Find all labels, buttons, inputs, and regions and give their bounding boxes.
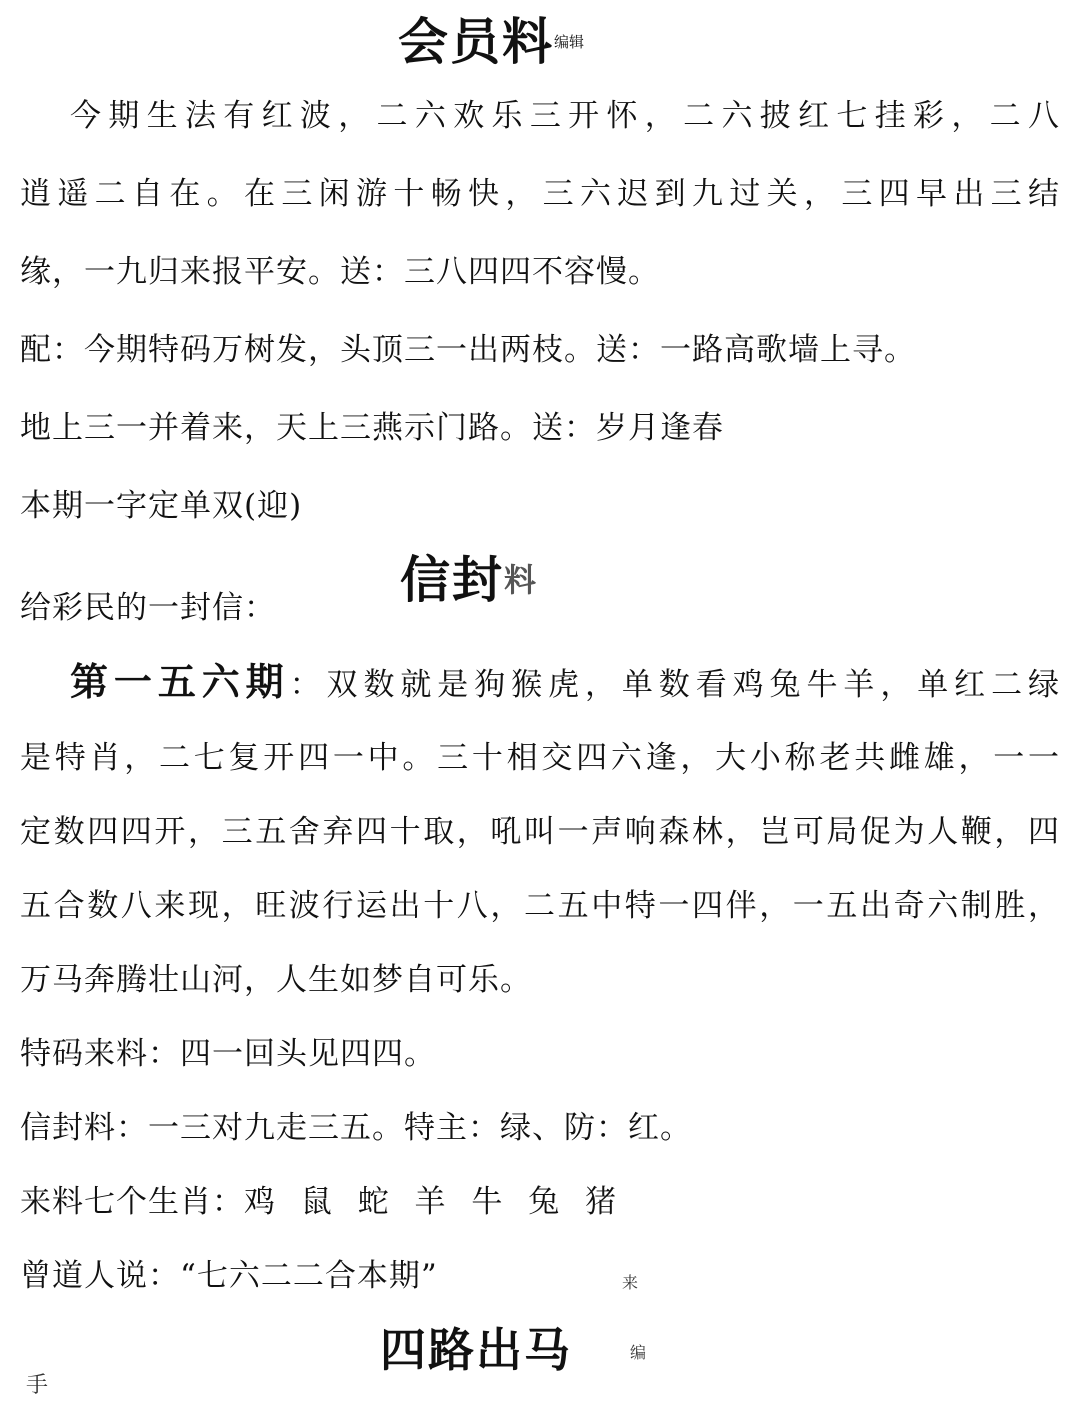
scan-mark-right-2: 编 bbox=[630, 1343, 647, 1362]
section1-line-3: 缘，一九归来报平安。送：三八四四不容慢。 bbox=[20, 254, 660, 290]
section2-line-2: 是特肖，二七复开四一中。三十相交四六逢，大小称老共雌雄，一一 bbox=[20, 740, 1060, 776]
section2-title-text: 信封 bbox=[400, 550, 504, 609]
section1-title-mark: 编辑 bbox=[554, 33, 585, 51]
section2-title bbox=[400, 550, 538, 610]
section2-line-6: 特码来料：四一回头见四四。 bbox=[20, 1036, 436, 1072]
scan-mark-left-bottom: 手 bbox=[26, 1373, 49, 1398]
section1-line-2: 逍遥二自在。在三闲游十畅快，三六迟到九过关，三四早出三结 bbox=[20, 176, 1060, 212]
section1-line-4: 配：今期特码万树发，头顶三一出两枝。送：一路高歌墙上寻。 bbox=[20, 332, 916, 368]
section3-title: 四路出马 bbox=[380, 1323, 572, 1377]
section2-line-4: 五合数八来现，旺波行运出十八，二五中特一四伴，一五出奇六制胜， bbox=[20, 888, 1060, 924]
section2-title-fragment: 料 bbox=[504, 561, 539, 599]
section2-line-8: 来料七个生肖：鸡 鼠 蛇 羊 牛 兔 猪 bbox=[20, 1184, 618, 1220]
section1-title bbox=[398, 12, 584, 72]
section2-line-7: 信封料：一三对九走三五。特主：绿、防：红。 bbox=[20, 1110, 692, 1146]
section2-line-1-text: ：双数就是狗猴虎，单数看鸡兔牛羊，单红二绿 bbox=[289, 667, 1060, 703]
section2-lead: 给彩民的一封信： bbox=[20, 590, 276, 626]
section1-line-1: 今期生法有红波，二六欢乐三开怀，二六披红七挂彩，二八 bbox=[70, 98, 1060, 134]
section2-line-9: 曾道人说：“七六二二合本期” bbox=[20, 1258, 438, 1294]
section1-line-5: 地上三一并着来，天上三燕示门路。送：岁月逢春 bbox=[20, 410, 724, 446]
section2-line-3: 定数四四开，三五舍弃四十取，吼叫一声响森林，岂可局促为人鞭，四 bbox=[20, 814, 1060, 850]
section2-line-5: 万马奔腾壮山河，人生如梦自可乐。 bbox=[20, 962, 532, 998]
section2-line-1 bbox=[20, 662, 1060, 705]
period-label: 第一五六期 bbox=[70, 660, 290, 704]
section1-title-text: 会员料 bbox=[398, 12, 554, 71]
section1-line-6: 本期一字定单双(迎) bbox=[20, 488, 303, 524]
scan-mark-right-1: 来 bbox=[622, 1273, 639, 1292]
